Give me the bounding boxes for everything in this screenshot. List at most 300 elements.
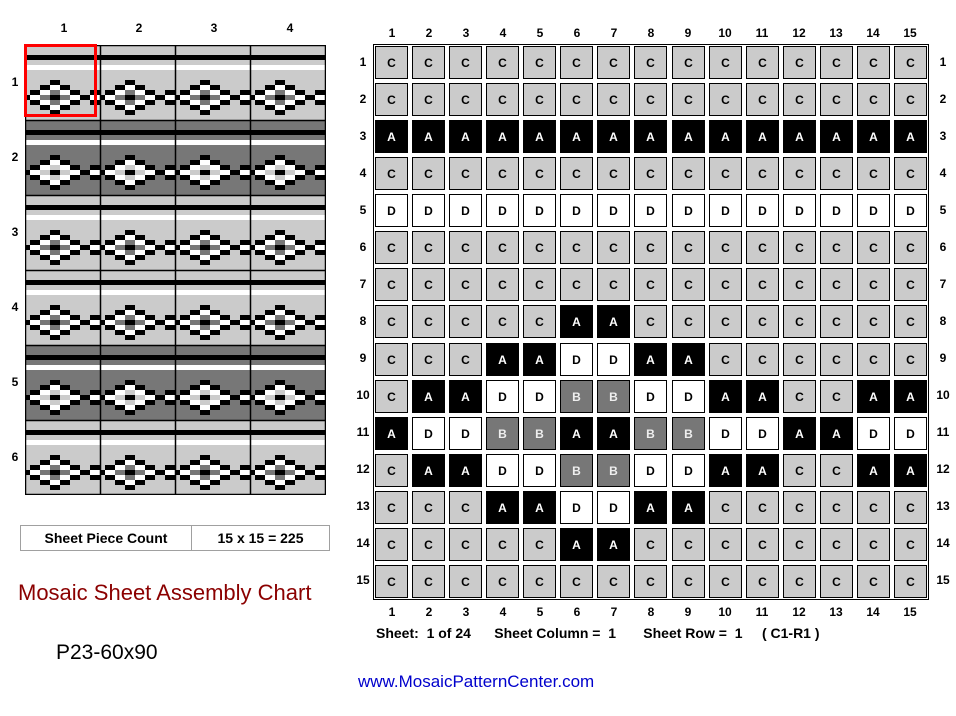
preview-tile [90,290,95,295]
preview-tile [155,320,160,325]
grid-cell: C [709,46,742,79]
preview-tile [140,240,145,245]
preview-tile [140,465,145,470]
preview-tile [140,255,145,260]
preview-tile [140,130,145,135]
preview-tile [60,385,65,390]
preview-tile [290,95,295,100]
preview-tile [40,430,45,435]
preview-tile [60,170,65,175]
grid-cell: C [820,565,853,598]
preview-tile [215,240,220,245]
preview-tile [320,175,325,180]
preview-tile [125,245,130,250]
preview-tile [310,470,315,475]
preview-tile [140,330,145,335]
sheet-label: Sheet: [376,625,419,641]
grid-cell: D [820,194,853,227]
preview-tile [180,245,185,250]
preview-tile [155,355,160,360]
preview-tile [180,320,185,325]
preview-tile [35,140,40,145]
preview-tile [150,140,155,145]
preview-tile [285,280,290,285]
preview-tile [225,390,230,395]
preview-tile [30,470,35,475]
grid-cell: C [820,528,853,561]
preview-tile [200,165,205,170]
grid-cell: A [634,343,667,376]
preview-tile [70,240,75,245]
grid-cell: C [375,83,408,116]
preview-tile [35,475,40,480]
preview-tile [95,250,100,255]
preview-tile [185,365,190,370]
preview-tile [245,215,250,220]
preview-tile [30,250,35,255]
preview-tile [285,130,290,135]
preview-tile [90,240,95,245]
preview-tile [255,90,260,95]
preview-tile [140,105,145,110]
preview-tile [205,480,210,485]
preview-tile [195,215,200,220]
preview-tile [245,90,250,95]
preview-tile [290,85,295,90]
grid-row-label: 7 [359,277,367,291]
grid-cell: D [894,417,927,450]
preview-tile [300,250,305,255]
preview-tile [285,400,290,405]
grid-cell: C [820,231,853,264]
preview-tile [215,105,220,110]
preview-tile [255,245,260,250]
preview-tile [285,245,290,250]
preview-tile [60,400,65,405]
grid-cell: C [894,528,927,561]
preview-tile [220,390,225,395]
preview-tile [240,290,245,295]
preview-tile [55,185,60,190]
preview-tile [215,90,220,95]
preview-tile [320,90,325,95]
grid-cell: C [412,231,445,264]
preview-tile [165,140,170,145]
preview-tile [55,315,60,320]
preview-tile [150,215,155,220]
preview-tile [215,460,220,465]
preview-tile [245,315,250,320]
preview-tile [290,240,295,245]
preview-tile [75,470,80,475]
preview-tile [200,440,205,445]
preview-tile [320,130,325,135]
preview-tile [165,240,170,245]
preview-tile [165,320,170,325]
preview-tile [55,385,60,390]
grid-cell: C [894,157,927,190]
preview-tile [205,305,210,310]
preview-tile [145,400,150,405]
preview-tile [290,465,295,470]
grid-cell: A [560,528,593,561]
preview-tile [95,355,100,360]
preview-tile [135,355,140,360]
preview-tile [195,330,200,335]
preview-tile [135,245,140,250]
grid-cell: C [783,46,816,79]
grid-cell: C [857,157,890,190]
preview-tile [305,55,310,60]
preview-tile [95,465,100,470]
preview-tile [60,440,65,445]
preview-tile [50,255,55,260]
preview-tile [255,315,260,320]
preview-tile [280,205,285,210]
preview-tile [140,460,145,465]
preview-tile [165,390,170,395]
preview-tile [120,165,125,170]
preview-tile [110,280,115,285]
preview-tile [190,100,195,105]
preview-tile [145,90,150,95]
preview-tile [205,470,210,475]
preview-tile [220,315,225,320]
preview-tile [225,475,230,480]
preview-tile [130,65,135,70]
preview-tile [110,100,115,105]
preview-tile [130,80,135,85]
preview-tile [110,130,115,135]
preview-tile [90,355,95,360]
preview-tile [40,390,45,395]
preview-tile [105,165,110,170]
preview-tile [180,130,185,135]
preview-tile [120,90,125,95]
preview-tile [185,170,190,175]
preview-tile [245,240,250,245]
preview-tile [85,320,90,325]
preview-tile [145,475,150,480]
preview-tile [80,215,85,220]
preview-tile [50,165,55,170]
preview-tile [135,385,140,390]
preview-tile [135,255,140,260]
preview-tile [140,100,145,105]
preview-tile [120,385,125,390]
preview-tile [150,395,155,400]
preview-tile [190,90,195,95]
preview-tile [215,315,220,320]
preview-tile [265,100,270,105]
preview-tile [195,85,200,90]
grid-cell: C [783,528,816,561]
preview-tile [225,465,230,470]
preview-tile [270,245,275,250]
grid-cell: C [857,565,890,598]
preview-tile [230,290,235,295]
preview-tile [145,130,150,135]
preview-tile [150,245,155,250]
preview-tile [220,395,225,400]
preview-tile [115,90,120,95]
preview-tile [105,475,110,480]
selected-sheet-marker[interactable] [24,44,97,117]
preview-tile [295,355,300,360]
grid-cell: C [746,528,779,561]
preview-tile [135,280,140,285]
preview-tile [110,355,115,360]
preview-tile [120,170,125,175]
preview-tile [45,310,50,315]
preview-tile [270,310,275,315]
preview-tile [230,130,235,135]
preview-tile [60,320,65,325]
preview-tile [265,465,270,470]
preview-tile [220,170,225,175]
preview-tile [205,155,210,160]
preview-tile [130,440,135,445]
preview-tile [210,390,215,395]
preview-tile [70,395,75,400]
preview-tile [215,65,220,70]
preview-tile [60,140,65,145]
preview-tile [240,140,245,145]
preview-tile [195,140,200,145]
preview-tile [40,400,45,405]
preview-tile [125,390,130,395]
preview-tile [220,355,225,360]
preview-tile [60,475,65,480]
preview-tile [265,160,270,165]
preview-tile [130,380,135,385]
sheet-row-value: 1 [734,625,743,641]
preview-tile [240,395,245,400]
preview-tile [125,280,130,285]
preview-tile [45,395,50,400]
grid-column-label: 1 [388,26,396,40]
preview-tile [235,95,240,100]
grid-cell: C [523,565,556,598]
preview-tile [55,165,60,170]
preview-tile [280,250,285,255]
preview-tile [145,465,150,470]
preview-tile [240,95,245,100]
preview-tile [235,470,240,475]
preview-tile [105,465,110,470]
preview-tile [105,175,110,180]
preview-tile [205,260,210,265]
preview-tile [70,315,75,320]
preview-tile [80,205,85,210]
preview-tile [115,430,120,435]
preview-tile [30,215,35,220]
preview-tile [195,180,200,185]
preview-tile [285,255,290,260]
preview-tile [310,65,315,70]
preview-tile [235,205,240,210]
preview-tile [270,95,275,100]
grid-cell: A [597,305,630,338]
preview-tile [140,290,145,295]
preview-tile [40,245,45,250]
preview-tile [280,310,285,315]
preview-tile [180,400,185,405]
preview-tile [130,330,135,335]
preview-tile [105,140,110,145]
preview-tile [220,205,225,210]
preview-tile [185,100,190,105]
preview-tile [260,325,265,330]
preview-tile [60,480,65,485]
preview-tile [165,325,170,330]
preview-tile [45,355,50,360]
preview-tile [200,405,205,410]
preview-tile [190,310,195,315]
grid-cell: B [486,417,519,450]
preview-tile [95,365,100,370]
preview-tile [315,365,320,370]
preview-tile [245,245,250,250]
preview-tile [255,395,260,400]
chart-title: Mosaic Sheet Assembly Chart [18,580,312,605]
grid-cell: C [597,231,630,264]
preview-tile [225,440,230,445]
preview-tile [160,65,165,70]
preview-tile [155,395,160,400]
preview-tile [130,85,135,90]
preview-tile [270,440,275,445]
preview-tile [125,165,130,170]
preview-tile [200,170,205,175]
preview-tile [165,395,170,400]
preview-tile [145,365,150,370]
preview-tile [95,325,100,330]
preview-tile [135,55,140,60]
preview-tile [190,320,195,325]
preview-tile [75,250,80,255]
preview-tile [65,430,70,435]
preview-tile [105,315,110,320]
preview-tile [115,255,120,260]
preview-tile [115,215,120,220]
preview-tile [130,325,135,330]
preview-tile [200,110,205,115]
preview-tile [320,100,325,105]
preview-tile [50,175,55,180]
preview-tile [40,355,45,360]
preview-tile [275,245,280,250]
preview-tile [125,400,130,405]
preview-tile [145,170,150,175]
preview-tile [190,85,195,90]
preview-tile [120,390,125,395]
preview-tile [120,55,125,60]
preview-tile [135,390,140,395]
preview-tile [275,465,280,470]
preview-tile [105,90,110,95]
grid-row-label: 11 [936,425,950,439]
preview-tile [200,310,205,315]
preview-tile [200,175,205,180]
preview-tile [300,90,305,95]
preview-tile [205,175,210,180]
preview-tile [90,250,95,255]
preview-tile [275,325,280,330]
preview-tile [260,470,265,475]
preview-tile [240,475,245,480]
preview-tile [235,395,240,400]
preview-tile [235,130,240,135]
preview-tile [140,160,145,165]
preview-tile [215,100,220,105]
grid-cell: C [746,46,779,79]
preview-tile [65,470,70,475]
preview-tile [180,280,185,285]
preview-tile [195,465,200,470]
preview-tile [170,140,175,145]
preview-tile [140,440,145,445]
preview-tile [265,395,270,400]
preview-tile [55,440,60,445]
preview-tile [115,65,120,70]
preview-tile [170,170,175,175]
preview-tile [65,140,70,145]
preview-tile [275,460,280,465]
preview-tile [210,255,215,260]
grid-cell: C [634,528,667,561]
preview-tile [200,465,205,470]
preview-tile [120,440,125,445]
preview-tile [210,165,215,170]
preview-tile [320,320,325,325]
preview-tile [225,165,230,170]
preview-tile [290,440,295,445]
preview-tile [195,175,200,180]
preview-tile [60,160,65,165]
preview-tile [70,290,75,295]
preview-tile [180,315,185,320]
preview-tile [45,160,50,165]
grid-cell: C [597,268,630,301]
preview-tile [290,205,295,210]
preview-tile [240,430,245,435]
preview-tile [105,390,110,395]
preview-tile [240,400,245,405]
grid-cell: C [746,231,779,264]
grid-row-label: 13 [936,499,950,513]
preview-tile [75,280,80,285]
preview-tile [195,460,200,465]
preview-tile [125,215,130,220]
preview-tile [150,55,155,60]
preview-tile [300,130,305,135]
preview-tile [275,290,280,295]
preview-tile [120,395,125,400]
preview-tile [320,430,325,435]
preview-tile [60,245,65,250]
preview-tile [160,290,165,295]
website-link[interactable]: www.MosaicPatternCenter.com [358,672,595,691]
preview-tile [215,400,220,405]
preview-tile [220,100,225,105]
preview-tile [65,240,70,245]
grid-cell: C [746,268,779,301]
grid-column-label: 15 [903,26,917,40]
preview-tile [300,245,305,250]
preview-tile [275,110,280,115]
grid-cell: A [894,454,927,487]
